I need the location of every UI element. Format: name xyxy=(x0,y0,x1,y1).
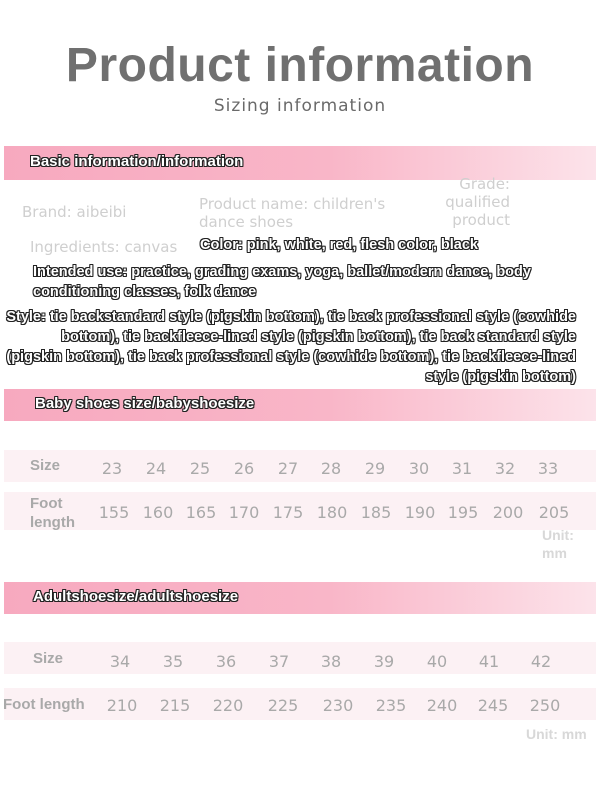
intended-use-text: Intended use: practice, grading exams, yoga, ballet/modern dance, body conditioning classes, folk dance xyxy=(33,264,531,300)
baby-length-cell: 200 xyxy=(492,503,524,522)
adult-length-cell: 230 xyxy=(322,696,354,715)
baby-size-cell: 23 xyxy=(101,459,123,478)
adult-length-cell: 245 xyxy=(477,696,509,715)
adult-unit-label: Unit: mm xyxy=(526,726,587,742)
adult-length-cell: 225 xyxy=(267,696,299,715)
baby-length-cell: 160 xyxy=(142,503,174,522)
adult-length-cell: 240 xyxy=(426,696,458,715)
adult-length-cell: 210 xyxy=(106,696,138,715)
adult-length-cell: 235 xyxy=(375,696,407,715)
baby-size-cell: 25 xyxy=(189,459,211,478)
adult-foot-label: Foot length xyxy=(3,696,85,713)
adult-size-cell: 36 xyxy=(215,652,237,671)
brand-text: Brand: aibeibi xyxy=(22,203,127,221)
adult-size-cell: 34 xyxy=(109,652,131,671)
color-text: Color: pink, white, red, flesh color, black xyxy=(200,237,478,253)
baby-unit-label: Unit: mm xyxy=(542,527,574,561)
baby-size-cell: 26 xyxy=(233,459,255,478)
baby-size-cell: 32 xyxy=(494,459,516,478)
page-subtitle: Sizing information xyxy=(213,96,387,116)
adult-size-label: Size xyxy=(33,650,64,667)
baby-length-cell: 205 xyxy=(538,503,570,522)
baby-length-cell: 165 xyxy=(185,503,217,522)
adult-size-heading: Adultshoesize/adultshoesize xyxy=(33,588,239,605)
baby-length-cell: 180 xyxy=(316,503,348,522)
baby-length-cell: 155 xyxy=(98,503,130,522)
baby-size-cell: 33 xyxy=(537,459,559,478)
adult-size-cell: 35 xyxy=(162,652,184,671)
baby-length-cell: 170 xyxy=(228,503,260,522)
grade-text: Grade: qualified product xyxy=(445,175,510,229)
page-title: Product information xyxy=(65,39,535,92)
baby-size-cell: 28 xyxy=(320,459,342,478)
adult-size-cell: 41 xyxy=(478,652,500,671)
style-text: Style: tie backstandard style (pigskin bottom), tie back professional style (cowhide bottom), tie backfleece-lined style (pigskin bottom), tie back standard style (pigskin bottom), tie back professional style (cowhide bottom), tie backfleece-lined style (pigskin bottom) xyxy=(6,309,576,385)
baby-length-cell: 195 xyxy=(447,503,479,522)
adult-size-cell: 42 xyxy=(530,652,552,671)
adult-size-cell: 37 xyxy=(268,652,290,671)
baby-size-cell: 31 xyxy=(451,459,473,478)
baby-foot-label: Foot length xyxy=(30,495,75,531)
basic-info-heading: Basic information/information xyxy=(30,153,244,170)
ingredients-text: Ingredients: canvas xyxy=(30,238,178,256)
baby-size-cell: 30 xyxy=(408,459,430,478)
adult-size-cell: 39 xyxy=(373,652,395,671)
baby-size-cell: 29 xyxy=(364,459,386,478)
adult-length-cell: 215 xyxy=(159,696,191,715)
adult-length-cell: 220 xyxy=(212,696,244,715)
baby-length-cell: 185 xyxy=(360,503,392,522)
adult-size-cell: 38 xyxy=(320,652,342,671)
product-name-text: Product name: children's dance shoes xyxy=(199,195,386,231)
baby-size-heading: Baby shoes size/babyshoesize xyxy=(35,395,255,412)
adult-length-cell: 250 xyxy=(529,696,561,715)
baby-size-cell: 27 xyxy=(277,459,299,478)
baby-length-cell: 190 xyxy=(404,503,436,522)
adult-size-cell: 40 xyxy=(426,652,448,671)
baby-size-cell: 24 xyxy=(145,459,167,478)
baby-length-cell: 175 xyxy=(272,503,304,522)
baby-size-label: Size xyxy=(30,457,61,474)
